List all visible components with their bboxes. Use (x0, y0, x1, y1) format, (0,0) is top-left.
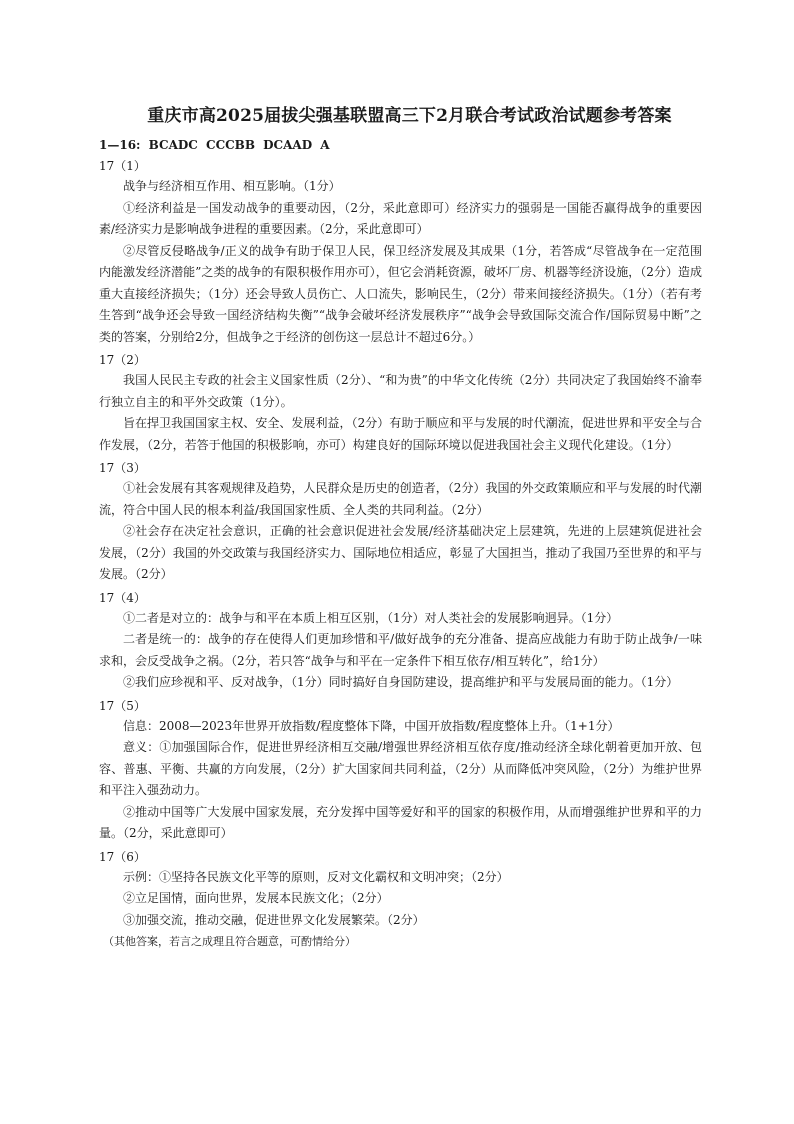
question-label: 17（1） (99, 159, 146, 173)
section-17-2 (99, 350, 702, 456)
question-label: 17（5） (99, 698, 146, 713)
answer-paragraph: 我国人民民主专政的社会主义国家性质（2分）、“和为贵”的中华文化传统（2分）共同决定了我国始终不渝奉行独立自主的和平外交政策（1分）。 (99, 373, 702, 409)
answer-paragraph: 示例：①坚持各民族文化平等的原则，反对文化霸权和文明冲突；（2分） (123, 869, 509, 884)
answer-paragraph: ②推动中国等广大发展中国家发展，充分发挥中国等爱好和平的国家的积极作用，从而增强维护世界和平的力量。（2分，采此意即可） (99, 804, 702, 840)
section-17-4 (99, 588, 702, 694)
grading-note: （其他答案，若言之成理且符合题意，可酌情给分） (103, 935, 356, 948)
answer-paragraph: ②立足国情，面向世界，发展本民族文化；（2分） (123, 891, 389, 905)
question-label: 17（3） (99, 461, 146, 475)
section-17-1 (99, 156, 702, 348)
answer-paragraph: ②尽管反侵略战争/正义的战争有助于保卫人民，保卫经济发展及其成果（1分，若答成“尽管战争在一定范围内能激发经济潜能”之类的战争的有限积极作用亦可），但它会消耗资源，破坏厂房、机器等经济设施，（2分）造成重大直接经济损失；（1分）还会导致人员伤亡、人口流失，影响民生，（2分）带来间接经济损失。（1分）（若有考生答到“战争还会导致一国经济结构失衡”“战争会破坏经济发展秩序”“战争会导致国际交流合作/国际贸易中断”之类的答案，分别给2分，但战争之于经济的创伤这一层总计不超过6分。） (99, 243, 702, 344)
answer-paragraph: 战争与经济相互作用、相互影响。（1分） (123, 179, 341, 193)
section-17-5 (99, 696, 702, 845)
answer-paragraph: ①二者是对立的：战争与和平在本质上相互区别，（1分）对人类社会的发展影响迥异。（1分） (123, 610, 619, 625)
answer-paragraph: 意义：①加强国际合作，促进世界经济相互交融/增强世界经济相互依存度/推动经济全球化朝着更加开放、包容、普惠、平衡、共赢的方向发展，（2分）扩大国家间共同利益，（2分）从而降低冲突风险，（2分）为维护世界和平注入强劲动力。 (99, 740, 702, 797)
answer-paragraph: ①社会发展有其客观规律及趋势，人民群众是历史的创造者，（2分）我国的外交政策顺应和平与发展的时代潮流，符合中国人民的根本利益/我国国家性质、全人类的共同利益。（2分） (99, 481, 702, 517)
answer-paragraph: ②社会存在决定社会意识，正确的社会意识促进社会发展/经济基础决定上层建筑，先进的上层建筑促进社会发展，（2分）我国的外交政策与我国经济实力、国际地位相适应，彰显了大国担当，推动了我国乃至世界的和平与发展。（2分） (99, 524, 702, 581)
choice-answers: 1—16: BCADC CCCBB DCAAD A (99, 138, 330, 152)
document-title: 重庆市高2025届拔尖强基联盟高三下2月联合考试政治试题参考答案 (147, 106, 672, 126)
answer-paragraph: 信息：2008—2023年世界开放指数/程度整体下降，中国开放指数/程度整体上升。（1+1分） (123, 718, 620, 733)
section-17-6 (99, 847, 702, 953)
answer-paragraph: 旨在捍卫我国国家主权、安全、发展利益，（2分）有助于顺应和平与发展的时代潮流，促进世界和平安全与合作发展，（2分，若答于他国的积极影响，亦可）构建良好的国际环境以促进我国社会主义现代化建设。（1分） (99, 416, 702, 452)
question-label: 17（2） (99, 353, 146, 367)
answer-paragraph: ③加强交流，推动交融，促进世界文化发展繁荣。（2分） (123, 912, 425, 927)
question-label: 17（4） (99, 590, 146, 605)
answer-paragraph: ②我们应珍视和平、反对战争，（1分）同时搞好自身国防建设，提高维护和平与发展局面的能力。（1分） (123, 675, 679, 689)
question-label: 17（6） (99, 849, 146, 864)
section-17-3 (99, 458, 702, 586)
answer-paragraph: ①经济利益是一国发动战争的重要动因，（2分，采此意即可）经济实力的强弱是一国能否赢得战争的重要因素/经济实力是影响战争进程的重要因素。（2分，采此意即可） (99, 200, 702, 236)
answer-paragraph: 二者是统一的：战争的存在使得人们更加珍惜和平/做好战争的充分准备、提高应战能力有助于防止战争/一味求和，会反受战争之祸。（2分，若只答“战争与和平在一定条件下相互依存/相互转化”，给1分） (99, 632, 702, 668)
